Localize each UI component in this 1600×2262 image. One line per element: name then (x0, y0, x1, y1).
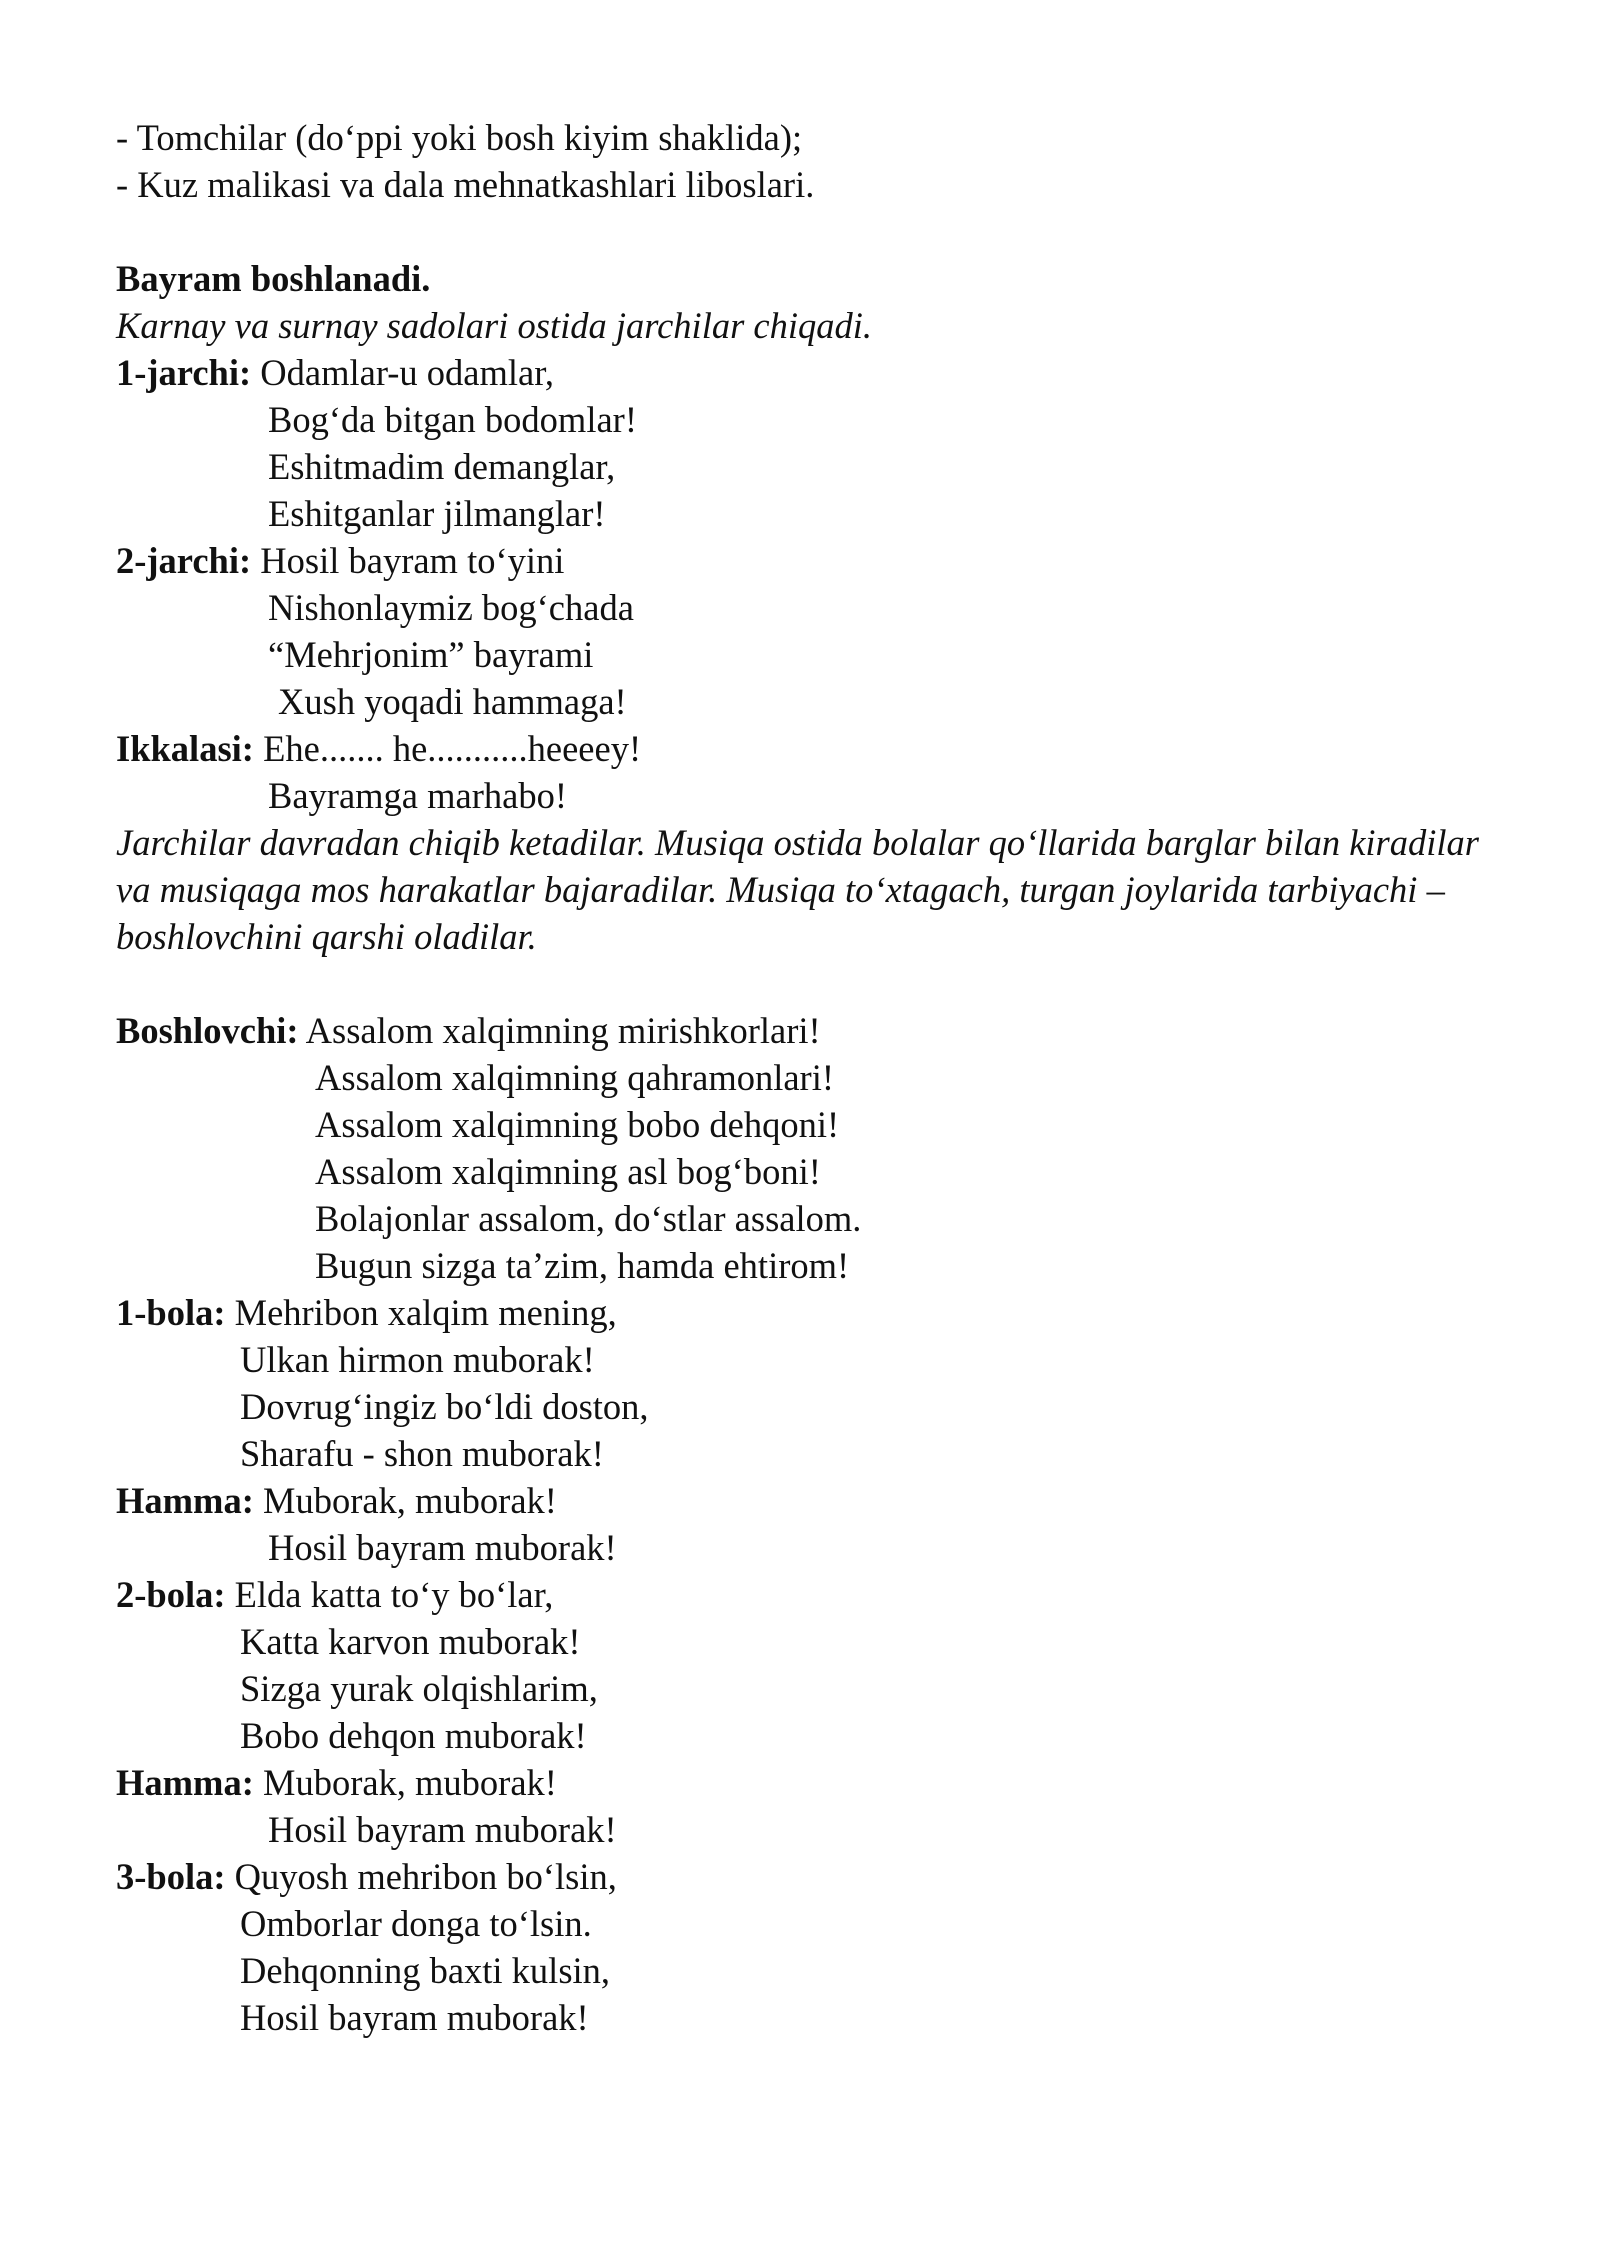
verse-line: Sizga yurak olqishlarim, (240, 1668, 598, 1709)
verse-line (116, 1571, 1516, 1618)
speaker-label: 2-bola: (116, 1574, 226, 1615)
verse-line (116, 1289, 1516, 1336)
spacer (116, 960, 1516, 1007)
verse-line (116, 349, 1516, 396)
verse-text: Muborak, muborak! (253, 1762, 557, 1803)
verse-line: Xush yoqadi hammaga! (278, 681, 627, 722)
verse-line: Assalom xalqimning qahramonlari! (315, 1057, 835, 1098)
verse-line (116, 725, 1516, 772)
verse-line: Assalom xalqimning bobo dehqoni! (315, 1104, 840, 1145)
verse-line: Bobo dehqon muborak! (240, 1715, 587, 1756)
verse-text: Assalom xalqimning mirishkorlari! (298, 1010, 821, 1051)
verse-text: Elda katta to‘y bo‘lar, (225, 1574, 554, 1615)
verse-text: Odamlar-u odamlar, (251, 352, 555, 393)
verse-text: Hosil bayram to‘yini (251, 540, 565, 581)
verse-line: Eshitganlar jilmanglar! (268, 493, 606, 534)
verse-line: Bayramga marhabo! (268, 775, 567, 816)
speaker-label: Ikkalasi: (116, 728, 254, 769)
verse-line (116, 1007, 1516, 1054)
stage-direction: Jarchilar davradan chiqib ketadilar. Musiqa ostida bolalar qo‘llarida barglar bilan kiradilar va musiqaga mos harakatlar bajaradilar. Musiqa to‘xtagach, turgan joylarida tarbiyachi – boshlovchini qarshi oladilar. (116, 822, 1479, 957)
verse-text: Mehribon xalqim mening, (225, 1292, 617, 1333)
verse-line: Katta karvon muborak! (240, 1621, 581, 1662)
verse-line (116, 1477, 1516, 1524)
verse-line: Sharafu - shon muborak! (240, 1433, 604, 1474)
speaker-label: 3-bola: (116, 1856, 226, 1897)
speaker-label: 1-jarchi: (116, 352, 252, 393)
speaker-label: Hamma: (116, 1762, 254, 1803)
verse-line: Nishonlaymiz bog‘chada (268, 587, 634, 628)
stage-direction: Karnay va surnay sadolari ostida jarchilar chiqadi. (116, 305, 873, 346)
verse-line: Bugun sizga ta’zim, hamda ehtirom! (315, 1245, 850, 1286)
costume-item: - Tomchilar (do‘ppi yoki bosh kiyim shaklida); (116, 117, 803, 158)
speaker-label: 2-jarchi: (116, 540, 252, 581)
verse-line: Dovrug‘ingiz bo‘ldi doston, (240, 1386, 649, 1427)
verse-line: “Mehrjonim” bayrami (268, 634, 594, 675)
verse-line: Eshitmadim demanglar, (268, 446, 616, 487)
verse-line: Bog‘da bitgan bodomlar! (268, 399, 637, 440)
speaker-label: 1-bola: (116, 1292, 226, 1333)
verse-line: Hosil bayram muborak! (240, 1997, 589, 2038)
verse-line (116, 1853, 1516, 1900)
verse-line: Hosil bayram muborak! (268, 1527, 617, 1568)
verse-line: Hosil bayram muborak! (268, 1809, 617, 1850)
section-heading: Bayram boshlanadi. (116, 258, 431, 299)
verse-line: Bolajonlar assalom, do‘stlar assalom. (315, 1198, 862, 1239)
costume-item: - Kuz malikasi va dala mehnatkashlari liboslari. (116, 164, 815, 205)
verse-line: Ulkan hirmon muborak! (240, 1339, 595, 1380)
verse-line: Omborlar donga to‘lsin. (240, 1903, 592, 1944)
verse-line: Assalom xalqimning asl bog‘boni! (315, 1151, 821, 1192)
verse-text: Ehe....... he...........heeeey! (253, 728, 642, 769)
spacer (116, 208, 1516, 255)
verse-line (116, 1759, 1516, 1806)
speaker-label: Boshlovchi: (116, 1010, 299, 1051)
verse-line: Dehqonning baxti kulsin, (240, 1950, 611, 1991)
verse-text: Muborak, muborak! (253, 1480, 557, 1521)
speaker-label: Hamma: (116, 1480, 254, 1521)
verse-text: Quyosh mehribon bo‘lsin, (225, 1856, 617, 1897)
document-page (116, 114, 1516, 2041)
verse-line (116, 537, 1516, 584)
